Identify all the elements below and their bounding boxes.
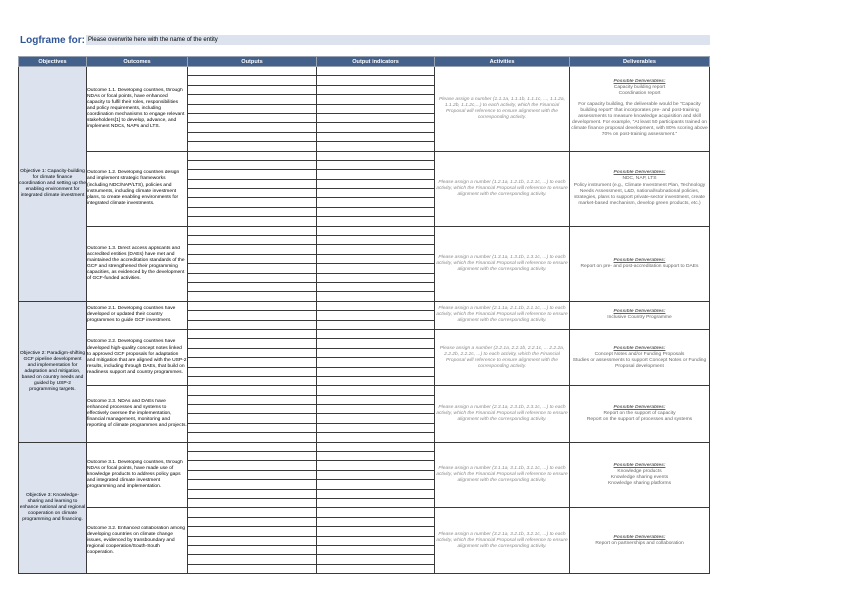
output-indicator-cell[interactable] (317, 536, 435, 545)
header-row (19, 57, 710, 67)
table-row (19, 386, 710, 395)
deliverables-content (570, 309, 709, 321)
deliverables-cell[interactable] (570, 151, 710, 226)
output-cell[interactable] (188, 292, 317, 301)
output-cell[interactable] (188, 95, 317, 104)
output-cell[interactable] (188, 442, 317, 451)
output-indicator-cell[interactable] (317, 517, 435, 526)
activity-cell[interactable]: Please assign a number (3.1.1a, 3.1.1b, 3.1.1c, ...) to each activity, which the Financial Proposal will reference to ensure alignment with the corresponding activity. (435, 442, 570, 508)
output-indicator-cell[interactable] (317, 189, 435, 198)
output-cell[interactable] (188, 527, 317, 536)
deliverable-item: Knowledge products (617, 468, 662, 474)
output-indicator-cell[interactable] (317, 85, 435, 94)
output-indicator-cell[interactable] (317, 67, 435, 76)
output-indicator-cell[interactable] (317, 339, 435, 348)
output-indicator-cell[interactable] (317, 376, 435, 385)
output-cell[interactable] (188, 236, 317, 245)
output-indicator-cell[interactable] (317, 527, 435, 536)
deliverable-item: Studies or assessments to support Concept Notes or Funding Proposal development (572, 357, 707, 369)
output-indicator-cell[interactable] (317, 123, 435, 132)
deliverables-content (570, 535, 709, 547)
output-cell[interactable] (188, 433, 317, 442)
deliverable-item: Report on pre- and post-accreditation support to DAEs (580, 263, 699, 269)
activity-cell[interactable]: Please assign a number (1.1.1a, 1.1.1b, 1.1.1c, ..., 1.1.2a, 1.1.2b, 1.1.2c,...) to each activity, which the Financial Proposal will reference to ensure alignment with the corresponding activity. (435, 67, 570, 152)
outcome-text: Outcome 2.1. Developing countries have developed or updated their country programmes to guide GCF investment. (87, 306, 176, 324)
output-cell[interactable] (188, 367, 317, 376)
output-indicator-cell[interactable] (317, 442, 435, 451)
col-header-activities: Activities (435, 57, 570, 67)
output-cell[interactable] (188, 376, 317, 385)
deliverables-title: Possible Deliverables: (613, 345, 666, 351)
output-indicator-cell[interactable] (317, 480, 435, 489)
output-cell[interactable] (188, 179, 317, 188)
deliverables-cell[interactable] (570, 329, 710, 385)
output-indicator-cell[interactable] (317, 311, 435, 320)
output-cell[interactable] (188, 470, 317, 479)
output-cell[interactable] (188, 198, 317, 207)
output-indicator-cell[interactable] (317, 245, 435, 254)
objective-cell: Objective 3: Knowledge-sharing and learning to enhance national and regional cooperation on climate programming and financing. (19, 442, 87, 573)
output-indicator-cell[interactable] (317, 545, 435, 554)
output-cell[interactable] (188, 405, 317, 414)
output-indicator-cell[interactable] (317, 423, 435, 432)
deliverable-item: Coordination report (618, 91, 661, 97)
output-indicator-cell[interactable] (317, 414, 435, 423)
deliverables-cell[interactable] (570, 442, 710, 508)
output-indicator-cell[interactable] (317, 76, 435, 85)
output-indicator-cell[interactable] (317, 329, 435, 338)
deliverable-item: NDC, NAP, LTS (622, 176, 657, 182)
output-cell[interactable] (188, 207, 317, 216)
output-indicator-cell[interactable] (317, 282, 435, 291)
table-row (19, 67, 710, 76)
title-row (20, 35, 710, 47)
outcome-cell (87, 151, 188, 226)
logframe-title: Logframe for: (20, 35, 85, 46)
output-indicator-cell[interactable] (317, 132, 435, 141)
table-row (19, 151, 710, 160)
output-cell[interactable] (188, 358, 317, 367)
output-cell[interactable] (188, 395, 317, 404)
deliverables-title: Possible Deliverables: (613, 170, 666, 176)
output-indicator-cell[interactable] (317, 207, 435, 216)
outcome-cell (87, 386, 188, 442)
activity-cell[interactable]: Please assign a number (1.3.1a, 1.3.1b, 1.3.1c, ...) to each activity, which the Financial Proposal will reference to ensure alignment with the corresponding activity. (435, 226, 570, 301)
output-indicator-cell[interactable] (317, 160, 435, 169)
col-header-output-indicators: Output indicators (317, 57, 435, 67)
output-indicator-cell[interactable] (317, 348, 435, 357)
outcome-cell (87, 67, 188, 152)
deliverable-item: Knowledge sharing events (610, 474, 669, 480)
outcome-cell (87, 329, 188, 385)
output-cell[interactable] (188, 452, 317, 461)
output-cell[interactable] (188, 555, 317, 564)
output-indicator-cell[interactable] (317, 198, 435, 207)
deliverables-content (570, 258, 709, 270)
deliverables-content (570, 170, 709, 206)
objective-cell: Objective 1: Capacity-building for climate finance coordination and setting up the enabling environment for integrated climate investment (19, 67, 87, 302)
logframe-table (18, 56, 710, 574)
deliverable-item: For capacity building, the deliverable would be "Capacity building report" that incorporates pre- and post-training assessments to measure knowledge acquisition and skill development. For example, "At least 50 participants trained on climate finance proposal development, with 80% scoring above 70% on post-training assessment." (571, 102, 708, 138)
output-indicator-cell[interactable] (317, 386, 435, 395)
output-indicator-cell[interactable] (317, 151, 435, 160)
output-cell[interactable] (188, 254, 317, 263)
deliverable-item: Report on the support of processes and systems (586, 416, 693, 422)
output-cell[interactable] (188, 414, 317, 423)
outcome-cell (87, 442, 188, 508)
activity-cell[interactable]: Please assign a number (2.1.1a, 2.1.1b, 2.1.1c, ...) to each activity, which the Financial Proposal will reference to ensure alignment with the corresponding activity. (435, 301, 570, 329)
deliverables-title: Possible Deliverables: (613, 257, 666, 263)
deliverables-cell[interactable] (570, 226, 710, 301)
output-indicator-cell[interactable] (317, 292, 435, 301)
output-cell[interactable] (188, 273, 317, 282)
deliverables-cell[interactable] (570, 67, 710, 152)
output-indicator-cell[interactable] (317, 95, 435, 104)
output-cell[interactable] (188, 189, 317, 198)
output-cell[interactable] (188, 320, 317, 329)
deliverable-item: Concept Notes and/or Funding Proposals (594, 351, 685, 357)
output-indicator-cell[interactable] (317, 367, 435, 376)
output-cell[interactable] (188, 311, 317, 320)
output-indicator-cell[interactable] (317, 273, 435, 282)
output-indicator-cell[interactable] (317, 217, 435, 226)
activity-cell[interactable]: Please assign a number (2.3.1a, 2.3.1b, 2.3.1c, ...) to each activity, which the Financial Proposal will reference to ensure alignment with the corresponding activity. (435, 386, 570, 442)
output-cell[interactable] (188, 339, 317, 348)
deliverables-title: Possible Deliverables: (613, 79, 666, 85)
output-cell[interactable] (188, 461, 317, 470)
output-cell[interactable] (188, 545, 317, 554)
output-indicator-cell[interactable] (317, 170, 435, 179)
output-indicator-cell[interactable] (317, 142, 435, 151)
output-indicator-cell[interactable] (317, 489, 435, 498)
deliverables-title: Possible Deliverables: (613, 462, 666, 468)
outcome-text: Outcome 1.1. Developing countries, through NDAs or focal points, have enhanced capacity to fulfil their roles, responsibilities and policy requirements, including coordination mechanisms to engage relevant stakeholders[1] to develop, advance, and implement NDCs, NAPs and LTS. (87, 87, 185, 129)
output-cell[interactable] (188, 142, 317, 151)
output-indicator-cell[interactable] (317, 254, 435, 263)
output-cell[interactable] (188, 329, 317, 338)
output-cell[interactable] (188, 76, 317, 85)
output-cell[interactable] (188, 170, 317, 179)
outcome-text: Outcome 3.2. Enhanced collaboration among developing countries on climate change issues, evidenced by transboundary and regional cooperation/South-South cooperation. (87, 525, 186, 555)
deliverable-item: Report on the support of capacity (603, 410, 676, 416)
outcome-text: Outcome 3.1. Developing countries, through NDAs or focal points, have made use of knowledge products to address policy gaps and integrated climate investment programming and implementation. (87, 459, 183, 490)
output-indicator-cell[interactable] (317, 264, 435, 273)
col-header-deliverables: Deliverables (570, 57, 710, 67)
deliverables-content (570, 346, 709, 370)
output-indicator-cell[interactable] (317, 564, 435, 573)
deliverables-title: Possible Deliverables: (613, 309, 666, 315)
col-header-objectives: Objectives (19, 57, 87, 67)
output-cell[interactable] (188, 217, 317, 226)
output-cell[interactable] (188, 480, 317, 489)
output-indicator-cell[interactable] (317, 395, 435, 404)
objective-cell: Objective 2: Paradigm-shifting GCF pipeline development and implementation for adaptation and mitigation, based on country needs and guided by USP-2 programming targets. (19, 301, 87, 442)
table-row (19, 442, 710, 451)
deliverables-content (570, 463, 709, 487)
output-cell[interactable] (188, 282, 317, 291)
table-row (19, 301, 710, 310)
entity-name-field[interactable]: Please overwrite here with the name of the entity (86, 35, 710, 45)
deliverables-cell[interactable] (570, 386, 710, 442)
output-cell[interactable] (188, 301, 317, 310)
output-cell[interactable] (188, 132, 317, 141)
deliverables-content (570, 79, 709, 138)
outcome-text: Outcome 2.2. Developing countries have developed high-quality concept notes linked to approved GCF proposals for adaptation and mitigation that are aligned with the USP-2 results, including through DAEs, that build on readiness support and country programmes. (87, 339, 187, 375)
logframe-body (19, 67, 710, 574)
output-indicator-cell[interactable] (317, 470, 435, 479)
output-cell[interactable] (188, 67, 317, 76)
outcome-text: Outcome 1.2. Developing countries design and implement strategic frameworks (including NDC/NAP/LTS), policies and instruments, including climate investment plans, to create enabling environments for integrated climate investments. (87, 170, 180, 206)
output-indicator-cell[interactable] (317, 320, 435, 329)
output-cell[interactable] (188, 151, 317, 160)
output-indicator-cell[interactable] (317, 113, 435, 122)
activity-cell[interactable]: Please assign a number (1.2.1a, 1.2.1b, 1.2.1c, ...) to each activity, which the Financial Proposal will reference to ensure alignment with the corresponding activity. (435, 151, 570, 226)
output-indicator-cell[interactable] (317, 498, 435, 507)
deliverables-cell[interactable] (570, 301, 710, 329)
output-cell[interactable] (188, 489, 317, 498)
outcome-text: Outcome 2.3. NDAs and DAEs have enhanced processes and systems to effectively oversee the implementation, financial management, monitoring and reporting of climate programmes and projects. (87, 398, 187, 429)
output-cell[interactable] (188, 536, 317, 545)
output-indicator-cell[interactable] (317, 226, 435, 235)
output-cell[interactable] (188, 508, 317, 517)
deliverable-item: Policy instrument (e.g., Climate Investment Plan, Technology Needs Assessment, L&D, national/subnational policies, strategies, plans to support private-sector investment, create market-based mechanism, develop green products, etc.) (573, 182, 706, 206)
outcome-text: Outcome 1.3. Direct access applicants and accredited entities (DAEs) have met and maintained the accreditation standards of the GCF and strengthened their programming capacities, as evidenced by the development of GCF-funded activities. (87, 245, 185, 281)
table-row (19, 329, 710, 338)
deliverables-cell[interactable] (570, 508, 710, 574)
deliverable-item: Knowledge sharing platforms (607, 481, 672, 487)
output-cell[interactable] (188, 423, 317, 432)
deliverable-item: Report on partnerships and collaboration (595, 540, 684, 546)
output-cell[interactable] (188, 245, 317, 254)
table-row (19, 226, 710, 235)
output-indicator-cell[interactable] (317, 508, 435, 517)
deliverables-title: Possible Deliverables: (613, 534, 666, 540)
output-indicator-cell[interactable] (317, 358, 435, 367)
output-cell[interactable] (188, 123, 317, 132)
col-header-outputs: Outputs (188, 57, 317, 67)
col-header-outcomes: Outcomes (87, 57, 188, 67)
activity-cell[interactable]: Please assign a number (3.2.1a, 3.2.1b, 3.2.1c, ...) to each activity, which the Financial Proposal will reference to ensure alignment with the corresponding activity. (435, 508, 570, 574)
table-row (19, 508, 710, 517)
output-cell[interactable] (188, 85, 317, 94)
output-indicator-cell[interactable] (317, 236, 435, 245)
output-indicator-cell[interactable] (317, 179, 435, 188)
outcome-cell (87, 508, 188, 574)
output-cell[interactable] (188, 113, 317, 122)
deliverable-item: Inclusive Country Programme (607, 315, 672, 321)
output-cell[interactable] (188, 104, 317, 113)
output-cell[interactable] (188, 498, 317, 507)
output-cell[interactable] (188, 517, 317, 526)
outcome-cell (87, 301, 188, 329)
outcome-cell (87, 226, 188, 301)
output-cell[interactable] (188, 386, 317, 395)
output-indicator-cell[interactable] (317, 461, 435, 470)
output-cell[interactable] (188, 264, 317, 273)
output-indicator-cell[interactable] (317, 405, 435, 414)
output-cell[interactable] (188, 564, 317, 573)
output-indicator-cell[interactable] (317, 555, 435, 564)
output-cell[interactable] (188, 226, 317, 235)
activity-cell[interactable]: Please assign a number (2.2.1a, 2.2.1b, 2.2.1c, ... 2.2.2a, 2.2.2b, 2.2.2c, ...) to each activity, which the Financial Proposal will reference to ensure alignment with the corresponding activity. (435, 329, 570, 385)
output-indicator-cell[interactable] (317, 301, 435, 310)
output-cell[interactable] (188, 348, 317, 357)
deliverables-content (570, 405, 709, 423)
deliverable-item: Capacity building report (613, 85, 666, 91)
output-indicator-cell[interactable] (317, 433, 435, 442)
output-cell[interactable] (188, 160, 317, 169)
output-indicator-cell[interactable] (317, 104, 435, 113)
deliverables-title: Possible Deliverables: (613, 404, 666, 410)
output-indicator-cell[interactable] (317, 452, 435, 461)
